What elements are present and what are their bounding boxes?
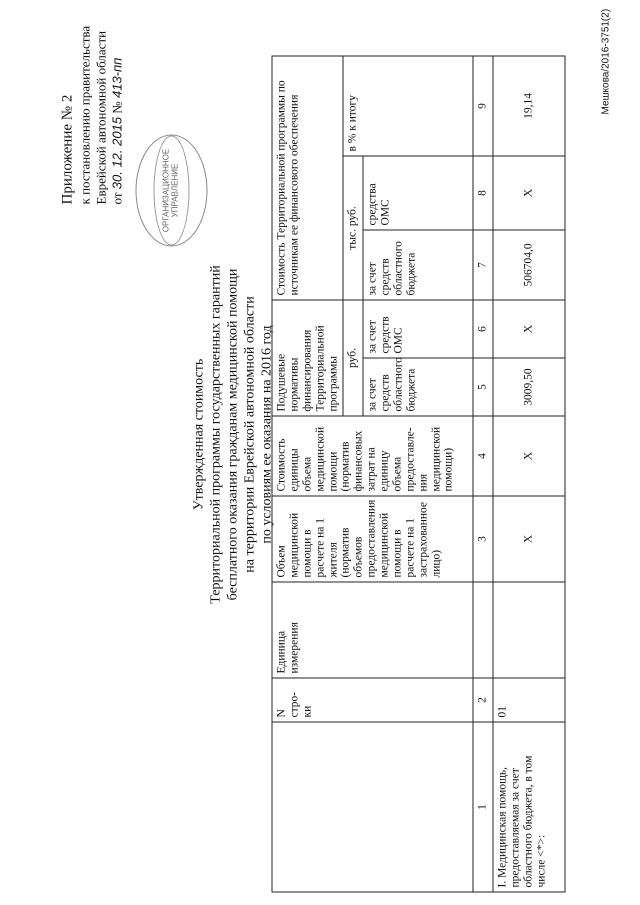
annex-number: Приложение № 2 xyxy=(59,94,76,205)
annex-line: Еврейской автономной области xyxy=(93,30,109,205)
col-number-cell: 3 xyxy=(473,496,493,582)
title-line: на территории Еврейской автономной области xyxy=(242,296,258,573)
annex-line: к постановлению правительства xyxy=(77,25,93,205)
handwritten-date: 30. 12. 2015 xyxy=(109,116,125,190)
header-unit: Единица измерения xyxy=(272,582,473,678)
annex-header xyxy=(59,10,127,205)
col-number-cell: 8 xyxy=(473,156,493,230)
row-unit xyxy=(493,582,565,678)
document-title xyxy=(191,205,276,665)
col-number-cell: 2 xyxy=(473,678,493,722)
header-volume: Объем медицинской помощи в расчете на 1 жителя (норматив объемов предоставления медицинской помощи в расчете на 1 застрахованное лицо) xyxy=(272,496,473,582)
col-number-cell: 1 xyxy=(473,722,493,892)
header-per-capita-budget: за счет средств областного бюджета xyxy=(363,358,473,416)
row-per-capita-budget: 3009,50 xyxy=(493,358,565,416)
row-percent: 19,14 xyxy=(493,56,565,156)
date-prefix: от xyxy=(109,192,125,205)
header-percent: в % к итогу xyxy=(343,56,473,156)
col-number-cell: 6 xyxy=(473,300,493,358)
handwritten-number: 413-пп xyxy=(109,57,125,99)
header-per-capita: Подушевые нормативы финансирования Территориальной программы xyxy=(272,300,343,416)
title-line: бесплатного оказания гражданам медицинской помощи xyxy=(225,268,241,601)
header-row-number: N стро-ки xyxy=(272,678,473,722)
header-cost-budget: за счет средств областного бюджета xyxy=(363,230,473,300)
cost-table xyxy=(272,55,566,892)
header-thous-rub: тыс. руб. xyxy=(343,156,363,300)
row-per-capita-oms: Х xyxy=(493,300,565,358)
col-number-cell: 9 xyxy=(473,56,493,156)
row-cost-oms: Х xyxy=(493,156,565,230)
header-unit-cost: Стоимость единицы объема медицинской помощи (норматив финансовых затрат на единицу объема предоставле-ния медицинской помощи) xyxy=(272,416,473,496)
title-line: Утвержденная стоимость xyxy=(191,358,207,511)
stamp-text: ОРГАНИЗАЦИОННОЕ УПРАВЛЕНИЕ xyxy=(154,136,190,246)
row-label: I. Медицинская помощь, предоставляемая за счет областного бюджета, в том числе <*>: xyxy=(493,722,565,892)
header-per-capita-oms: за счет средств ОМС xyxy=(363,300,473,358)
row-volume: Х xyxy=(493,496,565,582)
title-line: по условиям ее оказания на 2016 год xyxy=(259,325,275,544)
col-number-cell: 5 xyxy=(473,358,493,416)
row-number: 01 xyxy=(493,678,565,722)
col-number-cell: 4 xyxy=(473,416,493,496)
title-line: Территориальной программы государственных гарантий xyxy=(208,265,224,604)
header-program-cost: Стоимость Территориальной программы по источникам ее финансового обеспечения xyxy=(272,56,343,300)
header-rub: руб. xyxy=(343,300,363,416)
header-cost-oms: средства ОМС xyxy=(363,156,473,230)
row-unit-cost: Х xyxy=(493,416,565,496)
header-blank xyxy=(272,722,473,892)
number-prefix: № xyxy=(109,101,125,114)
document-page xyxy=(1,0,640,905)
col-number-cell: 7 xyxy=(473,230,493,300)
document-code: Мешкова/2016-3751(2) xyxy=(600,8,612,115)
row-cost-budget: 506704,0 xyxy=(493,230,565,300)
annex-date-line xyxy=(110,10,126,205)
